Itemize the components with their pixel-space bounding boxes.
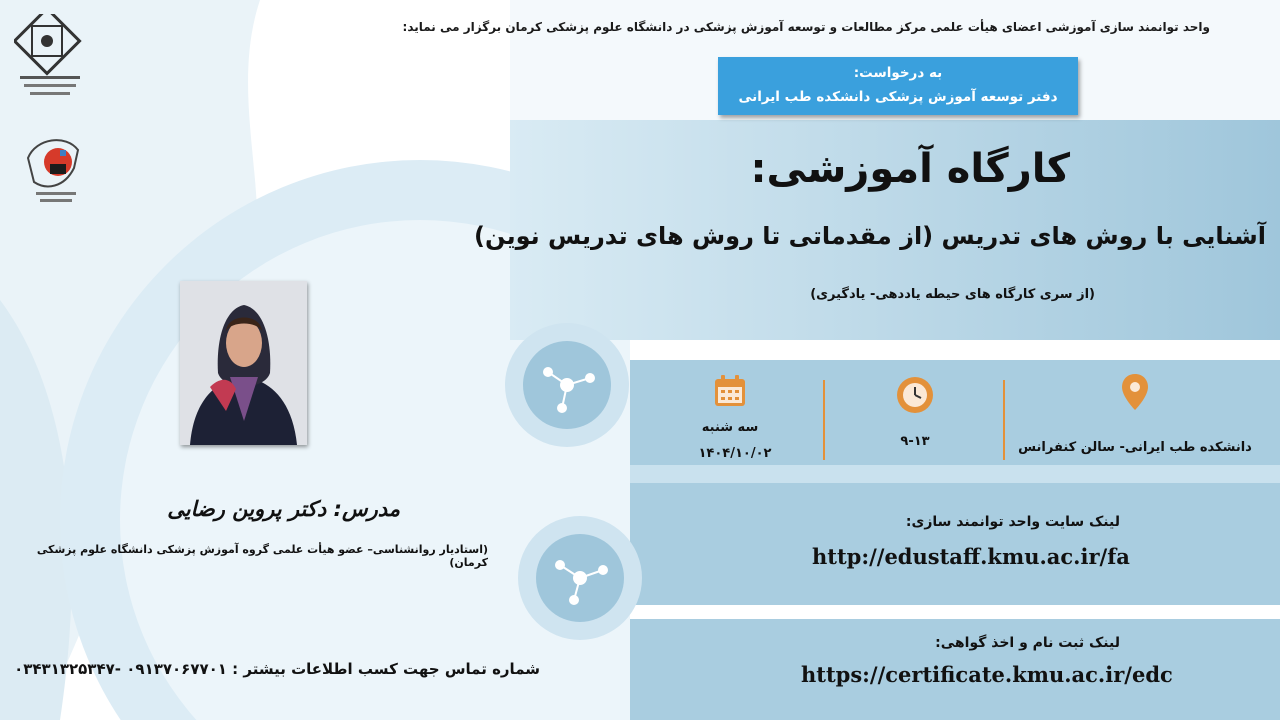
edc-logo [16,128,94,212]
divider [823,380,825,460]
teacher-name: مدرس: دکتر پروین رضایی [167,497,400,521]
workshop-location: دانشکده طب ایرانی- سالن کنفرانس [1018,440,1252,455]
clock-icon [895,375,935,415]
calendar-icon [713,374,747,408]
workshop-day: سه شنبه [701,420,759,435]
location-pin-icon [1120,372,1150,412]
request-office: دفتر توسعه آموزش پزشکی دانشکده طب ایرانی [738,89,1058,105]
workshop-title: کارگاه آموزشی: [750,146,1070,192]
site-link-label: لینک سایت واحد توانمند سازی: [905,514,1120,530]
divider [1003,380,1005,460]
request-box [718,57,1078,115]
site-link[interactable]: http://edustaff.kmu.ac.ir/fa [812,544,1130,569]
university-logo [14,14,90,104]
contact-info: شماره تماس جهت کسب اطلاعات بیشتر : ۰۹۱۳۷۰۶۷۷۰۱ -۰۳۴۳۱۳۲۵۳۴۷ [14,660,540,678]
certificate-link-label: لینک ثبت نام و اخذ گواهی: [935,635,1120,651]
workshop-time: ۹-۱۳ [900,434,930,449]
workshop-series: (از سری کارگاه های حیطه یاددهی- یادگیری) [810,287,1095,302]
workshop-date: ۱۴۰۴/۱۰/۰۲ [698,446,772,461]
teacher-photo [180,281,307,445]
request-label: به درخواست: [853,65,943,81]
workshop-subtitle: آشنایی با روش های تدریس (از مقدماتی تا روش های تدریس نوین) [474,222,1266,250]
teacher-title: (استادیار روانشناسی– عضو هیأت علمی گروه آموزش پزشکی دانشگاه علوم پزشکی کرمان) [36,543,488,569]
organizer-text: واحد توانمند سازی آموزشی اعضای هیأت علمی مرکز مطالعات و توسعه آموزش پزشکی در دانشگاه علوم پزشکی کرمان برگزار می نماید: [402,20,1210,34]
certificate-link[interactable]: https://certificate.kmu.ac.ir/edc [801,662,1173,687]
